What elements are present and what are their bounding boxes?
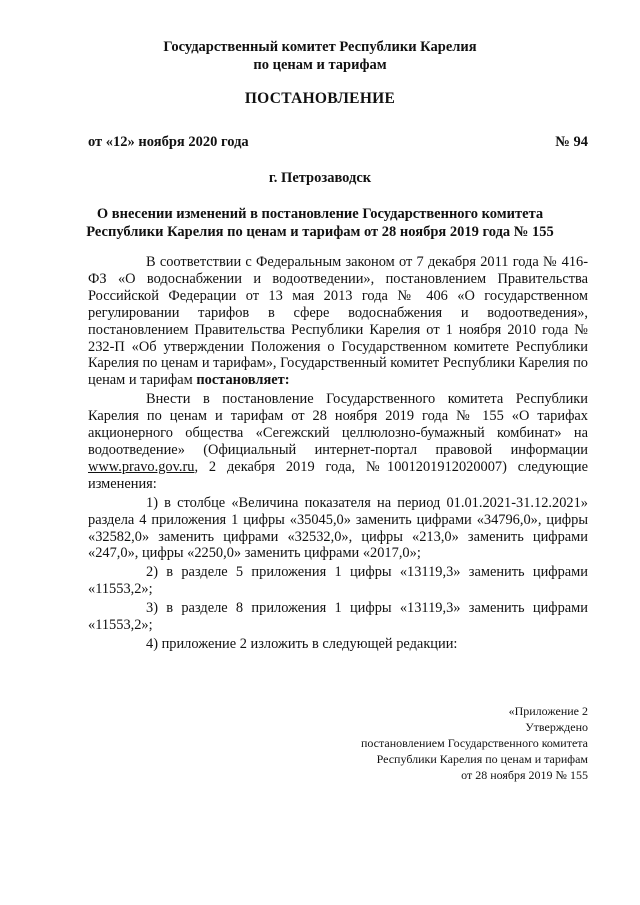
pravo-link[interactable]: www.pravo.gov.ru	[88, 458, 195, 475]
appendix-label: «Приложение 2	[508, 704, 588, 718]
approved-label: Утверждено	[525, 720, 588, 734]
amendment-item-4: 4) приложение 2 изложить в следующей редакции:	[146, 635, 458, 652]
city-name: г. Петрозаводск	[268, 170, 372, 186]
document-title-line2: Республики Карелия по ценам и тарифам от 28 ноября 2019 года № 155	[86, 224, 554, 240]
amendment-item-1: 1) в столбце «Величина показателя на период 01.01.2021-31.12.2021» раздела 4 приложения 1 цифры «35045,0» заменить цифрами «34796,0», цифры «32582,0» заменить цифрами «32532,0», цифры «213,0» заменить цифрами «247,0», цифры «2250,0» заменить цифрами «2017,0»;	[88, 494, 588, 562]
document-date: от «12» ноября 2020 года	[88, 134, 249, 150]
amendment-item-3: 3) в разделе 8 приложения 1 цифры «13119,3» заменить цифрами «11553,2»;	[88, 600, 588, 634]
document-title-line1: О внесении изменений в постановление Государственного комитета	[96, 206, 544, 222]
preamble-text: В соответствии с Федеральным законом от 7 декабря 2011 года № 416-ФЗ «О водоснабжении и водоотведении», постановлением Правительства Российской Федерации от 13 мая 2013 года № 406 «О государственном регулировании тарифов в сфере водоснабжения и водоотведения», постановлением Правительства Республики Карелия от 1 ноября 2010 года № 232-П «Об утверждении Положения о Государственном комитете Республики Карелия по ценам и тарифам», Государственный комитет Республики Карелия по ценам и тарифам	[88, 254, 588, 389]
amend-text-end: , 2 декабря 2019 года, №1001201912020007) следующие изменения:	[88, 458, 588, 492]
amendment-item-2: 2) в разделе 5 приложения 1 цифры «13119,3» заменить цифрами «11553,2»;	[88, 564, 588, 598]
approval-line-2: Республики Карелия по ценам и тарифам	[376, 752, 588, 766]
document-type-heading: ПОСТАНОВЛЕНИЕ	[244, 90, 396, 107]
org-name-line1: Государственный комитет Республики Карелия	[163, 39, 477, 55]
resolves-colon: :	[284, 372, 290, 389]
amend-text: Внести в постановление Государственного комитета Республики Карелия по ценам и тарифам от 28 ноября 2019 года № 155 «О тарифах акционерного общества «Сегежский целлюлозно-бумажный комбинат» на водоотведение» (Официальный интернет-портал правовой информации	[88, 391, 588, 458]
amend-paragraph	[88, 391, 588, 492]
document-number: № 94	[555, 134, 588, 150]
date-number-row	[88, 133, 588, 151]
document-body	[88, 254, 588, 653]
approval-date: от 28 ноября 2019 № 155	[461, 768, 588, 782]
preamble-paragraph	[88, 254, 588, 389]
approval-line-1: постановлением Государственного комитета	[360, 736, 588, 750]
org-name-line2: по ценам и тарифам	[253, 57, 387, 73]
resolves-keyword: постановляет	[196, 372, 285, 389]
appendix-header	[361, 703, 588, 783]
